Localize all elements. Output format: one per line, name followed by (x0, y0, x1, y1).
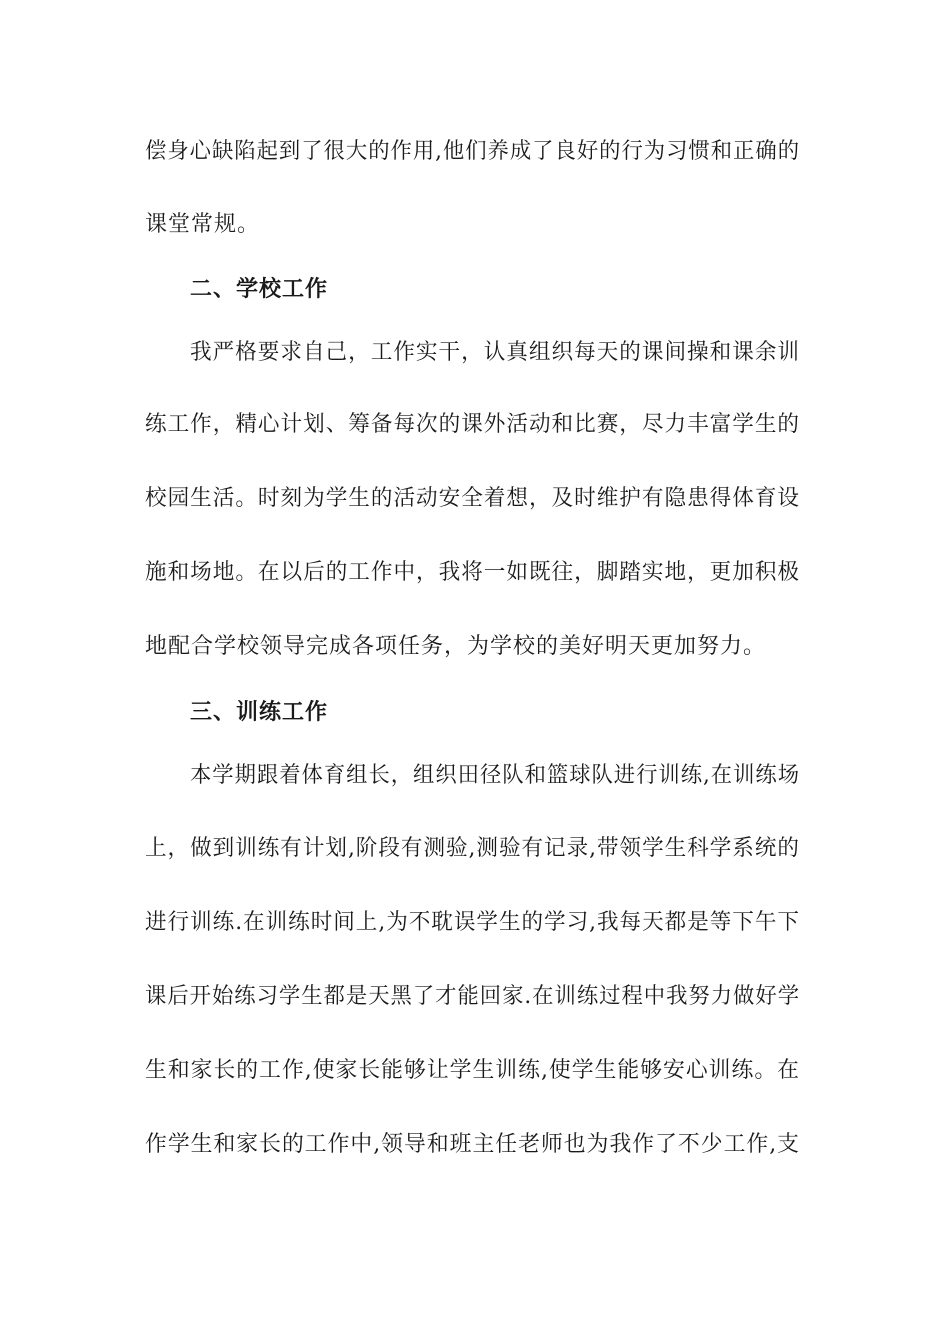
body-text-line: 作学生和家长的工作中,领导和班主任老师也为我作了不少工作,支 (145, 1132, 800, 1157)
body-text-line: 施和场地。在以后的工作中，我将一如既往，脚踏实地，更加积极 (145, 560, 801, 585)
section-heading-training-work: 三、训练工作 (190, 699, 329, 725)
body-text-line: 进行训练.在训练时间上,为不耽误学生的学习,我每天都是等下午下 (145, 910, 800, 935)
body-text-line: 上，做到训练有计划,阶段有测验,测验有记录,带领学生科学系统的 (145, 836, 800, 861)
body-text-line: 我严格要求自己，工作实干，认真组织每天的课间操和课余训 (190, 340, 801, 365)
body-text-line: 本学期跟着体育组长，组织田径队和篮球队进行训练,在训练场 (190, 763, 801, 788)
body-text-line: 偿身心缺陷起到了很大的作用,他们养成了良好的行为习惯和正确的 (145, 139, 801, 164)
body-text-line: 课堂常规。 (145, 212, 261, 237)
section-heading-school-work: 二、学校工作 (190, 276, 329, 302)
body-text-line: 校园生活。时刻为学生的活动安全着想，及时维护有隐患得体育设 (145, 486, 801, 511)
body-text-line: 练工作，精心计划、筹备每次的课外活动和比赛，尽力丰富学生的 (145, 412, 801, 437)
body-text-line: 生和家长的工作,使家长能够让学生训练,使学生能够安心训练。在 (145, 1058, 800, 1083)
body-text-line: 课后开始练习学生都是天黑了才能回家.在训练过程中我努力做好学 (145, 984, 801, 1009)
body-text-line: 地配合学校领导完成各项任务，为学校的美好明天更加努力。 (145, 634, 767, 659)
